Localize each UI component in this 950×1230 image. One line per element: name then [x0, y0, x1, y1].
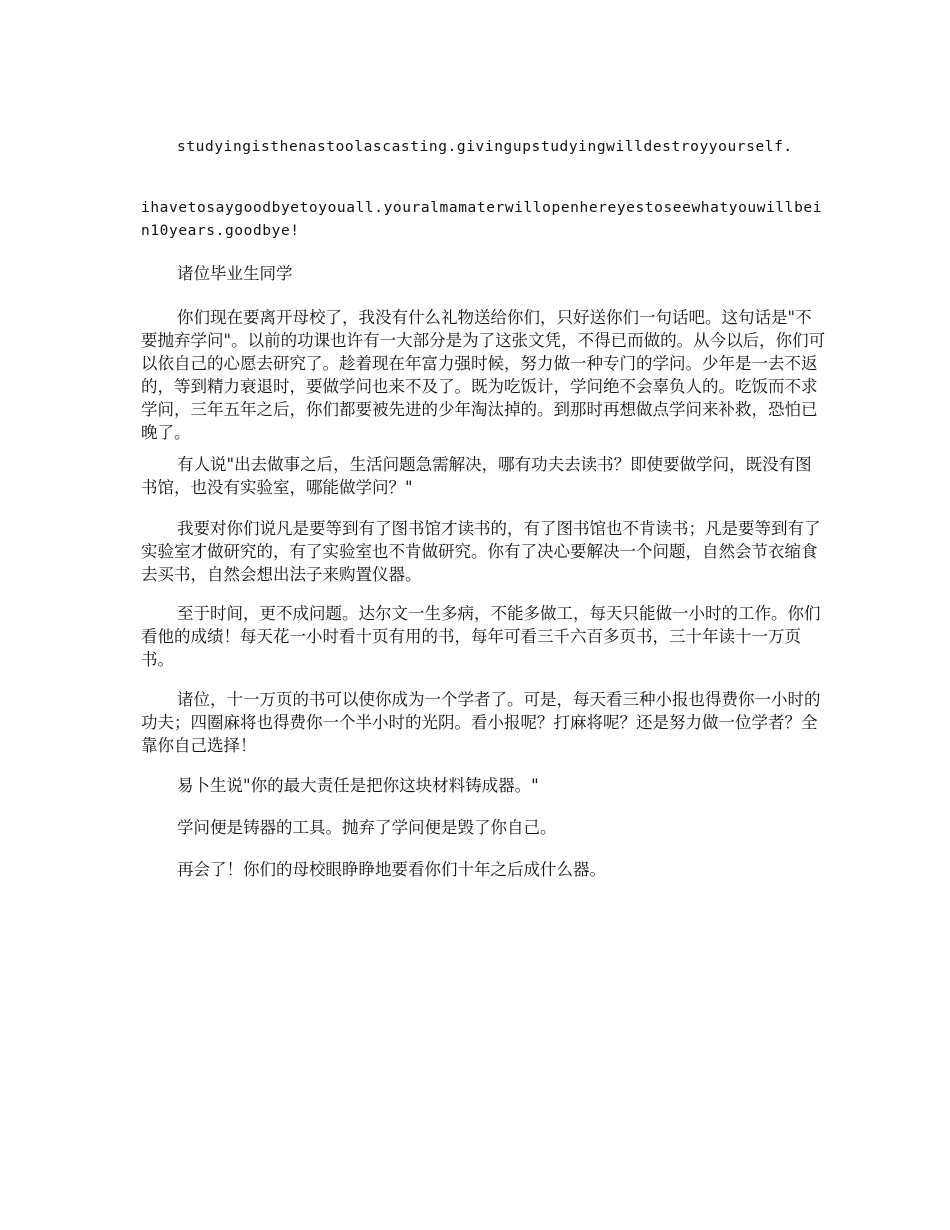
paragraph-7: 学问便是铸器的工具。抛弃了学问便是毁了你自己。 [177, 818, 557, 837]
paragraph-3: 我要对你们说凡是要等到有了图书馆才读书的，有了图书馆也不肯读书；凡是要等到有了实验室才做研究的，有了实验室也不肯做研究。你有了决心要解决一个问题，自然会节衣缩食去买书，自然会想出法子来购置仪器。 [141, 519, 821, 584]
paragraph-6: 易卜生说"你的最大责任是把你这块材料铸成器。" [177, 776, 539, 795]
paragraph-2: 有人说"出去做事之后，生活问题急需解决，哪有功夫去读书？即使要做学问，既没有图书馆，也没有实验室，哪能做学问？" [141, 455, 812, 497]
english-paragraph-2: ihavetosaygoodbyetoyouall.youralmamaterwillopenhereyestoseewhatyouwillbein10years.goodbye! [141, 200, 823, 239]
paragraph-8: 再会了！你们的母校眼睁睁地要看你们十年之后成什么器。 [177, 860, 606, 879]
paragraph-5: 诸位，十一万页的书可以使你成为一个学者了。可是，每天看三种小报也得费你一小时的功夫；四圈麻将也得费你一个半小时的光阴。看小报呢？打麻将呢？还是努力做一位学者？全靠你自己选择！ [141, 690, 821, 755]
salutation: 诸位毕业生同学 [177, 264, 293, 283]
paragraph-1: 你们现在要离开母校了，我没有什么礼物送给你们，只好送你们一句话吧。这句话是"不要抛弃学问"。以前的功课也许有一大部分是为了这张文凭，不得已而做的。从今以后，你们可以依自己的心愿去研究了。趁着现在年富力强时候，努力做一种专门的学问。少年是一去不返的，等到精力衰退时，要做学问也来不及了。既为吃饭计，学问绝不会辜负人的。吃饭而不求学问，三年五年之后，你们都要被先进的少年淘汰掉的。到那时再想做点学问来补救，恐怕已晚了。 [141, 308, 826, 442]
english-paragraph-1: studyingisthenastoolascasting.givingupstudyingwilldestroyyourself. [177, 139, 793, 155]
paragraph-4: 至于时间，更不成问题。达尔文一生多病，不能多做工，每天只能做一小时的工作。你们看他的成绩！每天花一小时看十页有用的书，每年可看三千六百多页书，三十年读十一万页书。 [141, 604, 821, 669]
